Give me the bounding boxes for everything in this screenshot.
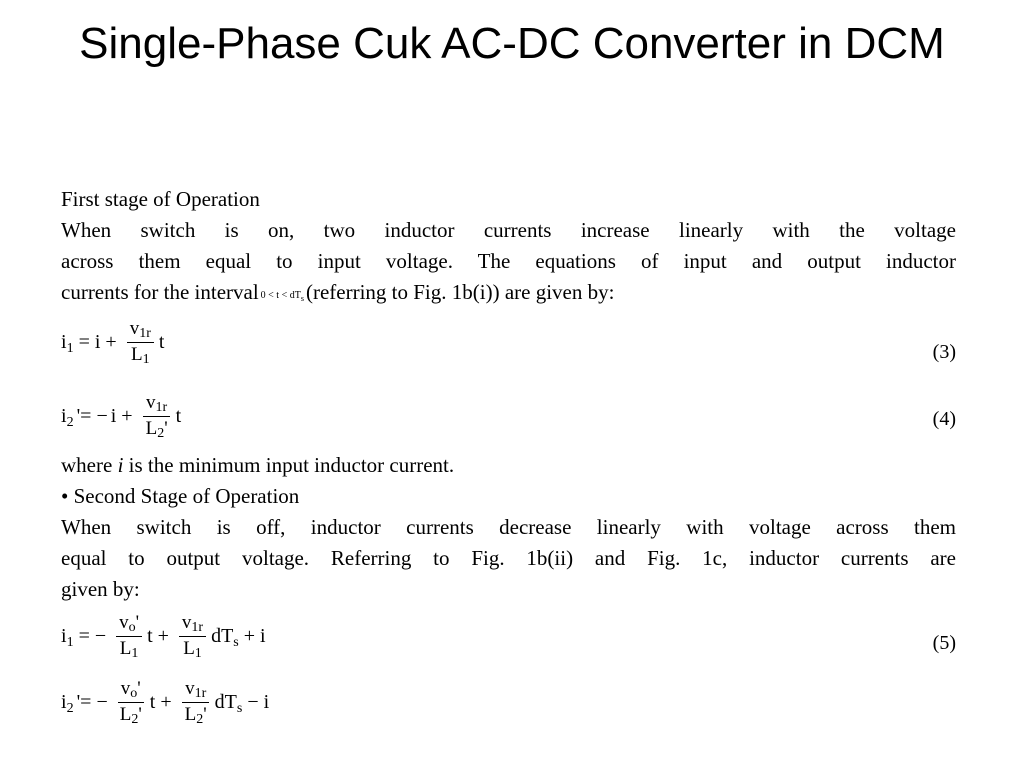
eq3-den: L bbox=[130, 344, 143, 365]
eq4-den-sub: 2 bbox=[157, 426, 165, 441]
eq5a-dT: dT bbox=[211, 625, 234, 647]
eq5a-lhs-sub: 1 bbox=[66, 634, 74, 650]
eq5b-n2: v bbox=[185, 678, 195, 699]
eq5a-d2: L bbox=[183, 638, 195, 659]
where-line bbox=[61, 450, 956, 481]
eq5a-fraction-2 bbox=[179, 612, 206, 661]
second-stage-paragraph-line-2: equal to output voltage. Referring to Fig. 1b(ii) and Fig. 1c, inductor currents are bbox=[61, 546, 956, 570]
eq4-term: i bbox=[110, 405, 117, 427]
eq3-fraction bbox=[127, 318, 154, 367]
eq5b-lhs-sub: 2 bbox=[66, 700, 74, 716]
eq3-den-sub: 1 bbox=[142, 352, 150, 367]
eq5b-n1-sub: o bbox=[130, 686, 138, 701]
eq5b-dT: dT bbox=[214, 691, 237, 713]
second-stage-paragraph-line-1: When switch is off, inductor currents decrease linearly with voltage across them bbox=[61, 515, 956, 539]
eq3-num: v bbox=[129, 318, 140, 339]
second-stage-heading-line bbox=[61, 481, 956, 512]
first-stage-paragraph-line-1: When switch is on, two inductor currents increase linearly with the voltage bbox=[61, 218, 956, 242]
where-pre: where bbox=[61, 453, 118, 477]
eq3-equals: = bbox=[78, 331, 90, 353]
where-var: i bbox=[117, 453, 124, 477]
eq5a-lhs: i bbox=[61, 625, 67, 647]
eq5b-n2-sub: 1r bbox=[194, 686, 207, 701]
eq5a-t: t bbox=[147, 625, 153, 647]
eq3-plus: + bbox=[105, 331, 117, 353]
equation-5b bbox=[61, 678, 274, 727]
eq4-den-prime: ' bbox=[164, 418, 168, 439]
interval-expression bbox=[261, 290, 304, 301]
eq5b-n1-prime: ' bbox=[137, 678, 141, 699]
eq5a-tail: + i bbox=[243, 625, 266, 647]
equation-5-number: (5) bbox=[932, 632, 956, 654]
eq5b-t: t bbox=[149, 691, 156, 713]
eq5a-n1-sub: o bbox=[128, 620, 136, 635]
eq3-lhs-sub: 1 bbox=[66, 340, 74, 356]
eq5a-fraction-1 bbox=[116, 612, 142, 661]
equation-4-number: (4) bbox=[932, 408, 956, 430]
eq5b-d1-prime: ' bbox=[138, 704, 142, 725]
equation-4 bbox=[61, 392, 181, 441]
eq4-den: L bbox=[145, 418, 158, 439]
eq5b-d2-prime: ' bbox=[203, 704, 207, 725]
eq5b-d1: L bbox=[119, 704, 132, 725]
eq5a-dT-sub: s bbox=[233, 634, 239, 650]
eq5a-n1-prime: ' bbox=[135, 612, 140, 633]
eq5a-equals: = − bbox=[78, 625, 107, 647]
slide-title: Single-Phase Cuk AC-DC Converter in DCM bbox=[79, 19, 945, 68]
eq5b-tail: − i bbox=[247, 691, 270, 713]
eq4-lhs: i bbox=[61, 405, 67, 427]
first-stage-paragraph-line-3 bbox=[61, 277, 956, 314]
eq4-t: t bbox=[175, 405, 182, 427]
eq5a-n2: v bbox=[181, 612, 192, 633]
eq5b-d1-sub: 2 bbox=[131, 712, 139, 727]
eq5a-d1-sub: 1 bbox=[131, 646, 139, 661]
eq4-equals: '= − bbox=[76, 405, 108, 427]
eq5a-n1: v bbox=[119, 612, 129, 633]
first-stage-paragraph-line-2: across them equal to input voltage. The equations of input and output inductor bbox=[61, 249, 956, 273]
interval-trail-text: (referring to Fig. 1b(i)) are given by: bbox=[305, 280, 615, 304]
where-post: is the minimum input inductor current. bbox=[123, 453, 455, 477]
eq4-num-sub: 1r bbox=[155, 400, 168, 415]
eq3-lhs: i bbox=[61, 331, 67, 353]
eq4-num: v bbox=[146, 392, 156, 413]
eq5b-lhs: i bbox=[61, 691, 67, 713]
eq3-term: i bbox=[94, 331, 101, 353]
eq5b-plus: + bbox=[160, 691, 172, 713]
eq5b-equals: '= − bbox=[76, 691, 108, 713]
eq5b-n1: v bbox=[120, 678, 131, 699]
eq5b-dT-sub: s bbox=[236, 700, 243, 716]
eq5b-d2-sub: 2 bbox=[196, 712, 204, 727]
eq4-lhs-sub: 2 bbox=[66, 414, 74, 430]
eq3-num-sub: 1r bbox=[139, 326, 151, 341]
interval-text: 0 < t < dT bbox=[260, 290, 301, 301]
eq5b-fraction-2 bbox=[182, 678, 210, 727]
first-stage-heading: First stage of Operation bbox=[61, 187, 260, 211]
eq5a-plus: + bbox=[157, 625, 169, 647]
eq5a-d1: L bbox=[119, 638, 132, 659]
equation-3 bbox=[61, 318, 164, 367]
interval-sub: s bbox=[300, 294, 304, 303]
bullet-icon: • bbox=[61, 484, 69, 508]
eq3-t: t bbox=[158, 331, 165, 353]
second-stage-paragraph-line-3: given by: bbox=[61, 577, 140, 601]
eq5a-d2-sub: 1 bbox=[194, 646, 202, 661]
eq4-plus: + bbox=[121, 405, 133, 427]
second-stage-heading: Second Stage of Operation bbox=[73, 484, 300, 508]
eq4-fraction bbox=[143, 392, 171, 441]
equation-5a bbox=[61, 612, 271, 661]
interval-lead-text: currents for the interval bbox=[61, 280, 259, 304]
equation-3-number: (3) bbox=[932, 341, 956, 363]
eq5b-fraction-1 bbox=[117, 678, 145, 727]
eq5a-n2-sub: 1r bbox=[191, 620, 204, 635]
eq5b-d2: L bbox=[184, 704, 197, 725]
